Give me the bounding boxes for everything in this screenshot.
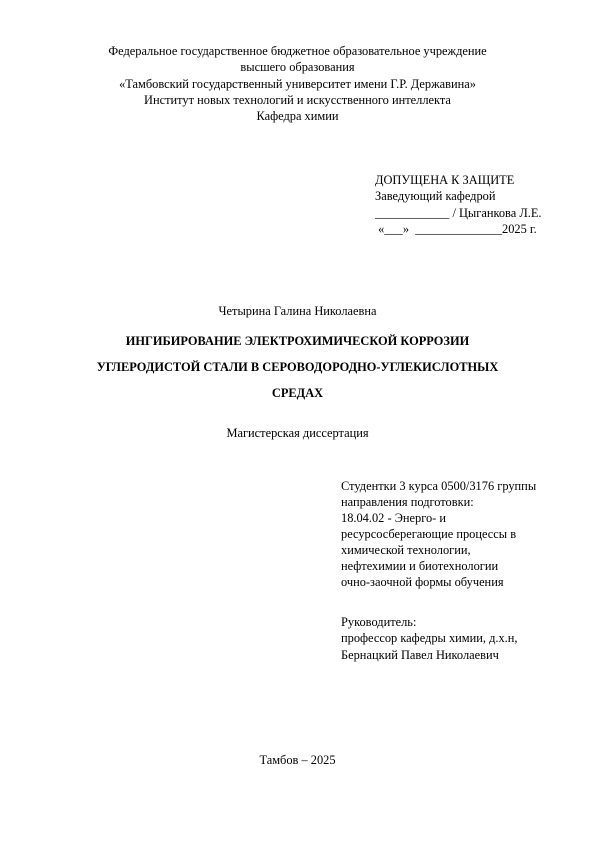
approval-heading: ДОПУЩЕНА К ЗАЩИТЕ	[375, 173, 515, 187]
student-line-3: 18.04.02 - Энерго- и	[341, 511, 447, 525]
author-name: Четырина Галина Николаевна	[218, 304, 377, 318]
city-year: Тамбов – 2025	[259, 753, 336, 767]
student-line-4: ресурсосберегающие процессы в	[341, 527, 517, 541]
title-line-2: УГЛЕРОДИСТОЙ СТАЛИ В СЕРОВОДОРОДНО-УГЛЕКИСЛОТНЫХ	[96, 360, 499, 374]
student-line-7: очно-заочной формы обучения	[341, 575, 504, 589]
header-line-2: высшего образования	[240, 60, 355, 74]
title-line-1: ИНГИБИРОВАНИЕ ЭЛЕКТРОХИМИЧЕСКОЙ КОРРОЗИИ	[125, 334, 470, 348]
header-line-4: Институт новых технологий и искусственного интеллекта	[144, 93, 451, 107]
supervisor-position: профессор кафедры химии, д.х.н,	[341, 631, 518, 645]
approval-date: «___» ______________2025 г.	[375, 222, 537, 236]
title-line-3: СРЕДАХ	[271, 386, 324, 400]
header-line-1: Федеральное государственное бюджетное образовательное учреждение	[108, 44, 487, 58]
approval-signature: ____________ / Цыганкова Л.Е.	[375, 206, 542, 220]
student-line-6: нефтехимии и биотехнологии	[341, 559, 499, 573]
work-type: Магистерская диссертация	[226, 426, 369, 440]
supervisor-label: Руководитель:	[341, 615, 417, 629]
approval-role: Заведующий кафедрой	[375, 189, 496, 203]
header-line-3: «Тамбовский государственный университет имени Г.Р. Державина»	[119, 77, 476, 91]
supervisor-name: Бернацкий Павел Николаевич	[341, 648, 499, 662]
student-line-5: химической технологии,	[341, 543, 471, 557]
student-line-2: направления подготовки:	[341, 495, 474, 509]
student-line-1: Студентки 3 курса 0500/3176 группы	[341, 479, 537, 493]
header-line-5: Кафедра химии	[256, 109, 339, 123]
